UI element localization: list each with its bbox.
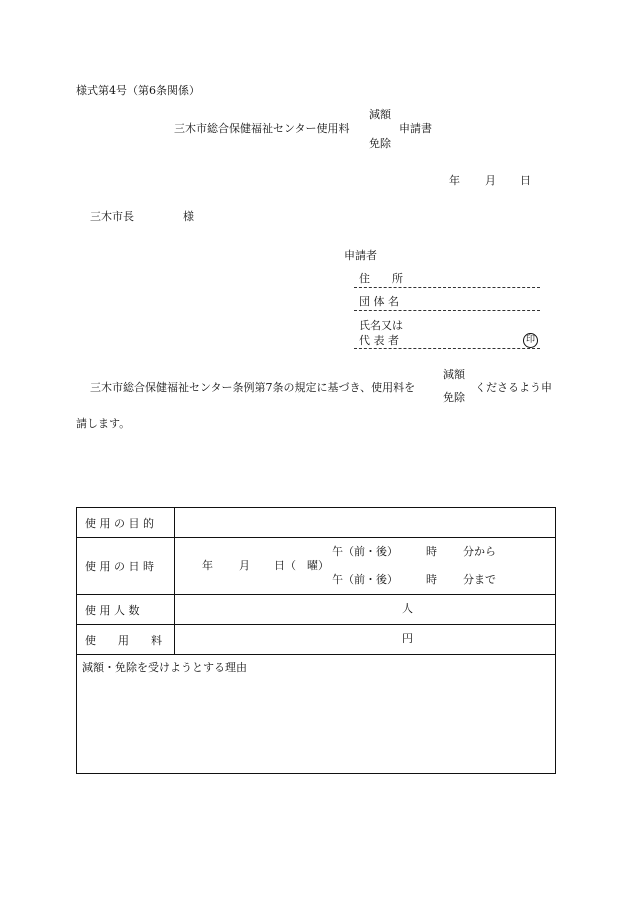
purpose-label: 使 用 の 目 的 <box>85 516 154 530</box>
fee-label-cell <box>77 625 175 655</box>
fee-value[interactable] <box>175 625 556 655</box>
datetime-label: 使 用 の 日 時 <box>85 560 154 573</box>
row-purpose <box>77 508 556 538</box>
fee-unit: 円 <box>402 632 413 645</box>
body-text-line1: 三木市総合保健福祉センター条例第7条の規定に基づき、使用料を <box>90 381 416 394</box>
start-ampm: 午（前・後） <box>332 545 398 558</box>
datetime-month: 月 <box>239 559 250 572</box>
representative-name-field[interactable] <box>354 348 540 349</box>
fee-label: 使 用 料 <box>85 633 162 647</box>
title-option-reduction: 減額 <box>369 108 391 121</box>
row-datetime <box>77 538 556 595</box>
body-option-exemption: 免除 <box>443 391 465 404</box>
people-label: 使 用 人 数 <box>85 603 140 617</box>
application-table <box>76 507 556 774</box>
date-day: 日 <box>520 174 531 187</box>
datetime-label-cell <box>77 538 175 595</box>
name-label-line1: 氏名又は <box>359 319 403 332</box>
seal-mark: 印 <box>523 333 538 348</box>
applicant-label: 申請者 <box>344 249 377 262</box>
form-number: 様式第4号（第6条関係） <box>76 84 200 97</box>
body-text-line1-end: くださるよう申 <box>475 381 552 394</box>
row-reason <box>77 655 556 774</box>
start-hour: 時 <box>426 545 437 558</box>
people-label-cell <box>77 595 175 625</box>
people-value[interactable] <box>175 595 556 625</box>
end-hour: 時 <box>426 573 437 586</box>
end-ampm: 午（前・後） <box>332 573 398 586</box>
row-people <box>77 595 556 625</box>
address-field[interactable] <box>354 287 540 288</box>
title-main: 三木市総合保健福祉センター使用料 <box>174 122 350 135</box>
addressee-honorific: 様 <box>183 210 194 223</box>
group-name-label: 団 体 名 <box>359 295 399 308</box>
title-suffix: 申請書 <box>399 122 432 135</box>
datetime-year: 年 <box>202 559 213 572</box>
title-option-exemption: 免除 <box>369 137 391 150</box>
datetime-value[interactable] <box>175 538 556 595</box>
addressee-name: 三木市長 <box>90 210 134 223</box>
body-option-reduction: 減額 <box>443 368 465 381</box>
people-unit: 人 <box>402 602 413 615</box>
address-label: 住 所 <box>359 272 403 285</box>
date-month: 月 <box>485 174 496 187</box>
end-minute: 分まで <box>463 573 496 586</box>
reason-label: 減額・免除を受けようとする理由 <box>82 661 247 674</box>
body-text-line2: 請します。 <box>76 417 131 430</box>
date-year: 年 <box>449 174 460 187</box>
datetime-day-weekday: 日（ 曜） <box>274 559 329 572</box>
group-name-field[interactable] <box>354 310 540 311</box>
purpose-label-cell <box>77 508 175 538</box>
reason-cell[interactable] <box>77 655 556 774</box>
name-label-line2: 代 表 者 <box>359 334 399 347</box>
row-fee <box>77 625 556 655</box>
start-minute: 分から <box>463 545 496 558</box>
purpose-value[interactable] <box>175 508 556 538</box>
